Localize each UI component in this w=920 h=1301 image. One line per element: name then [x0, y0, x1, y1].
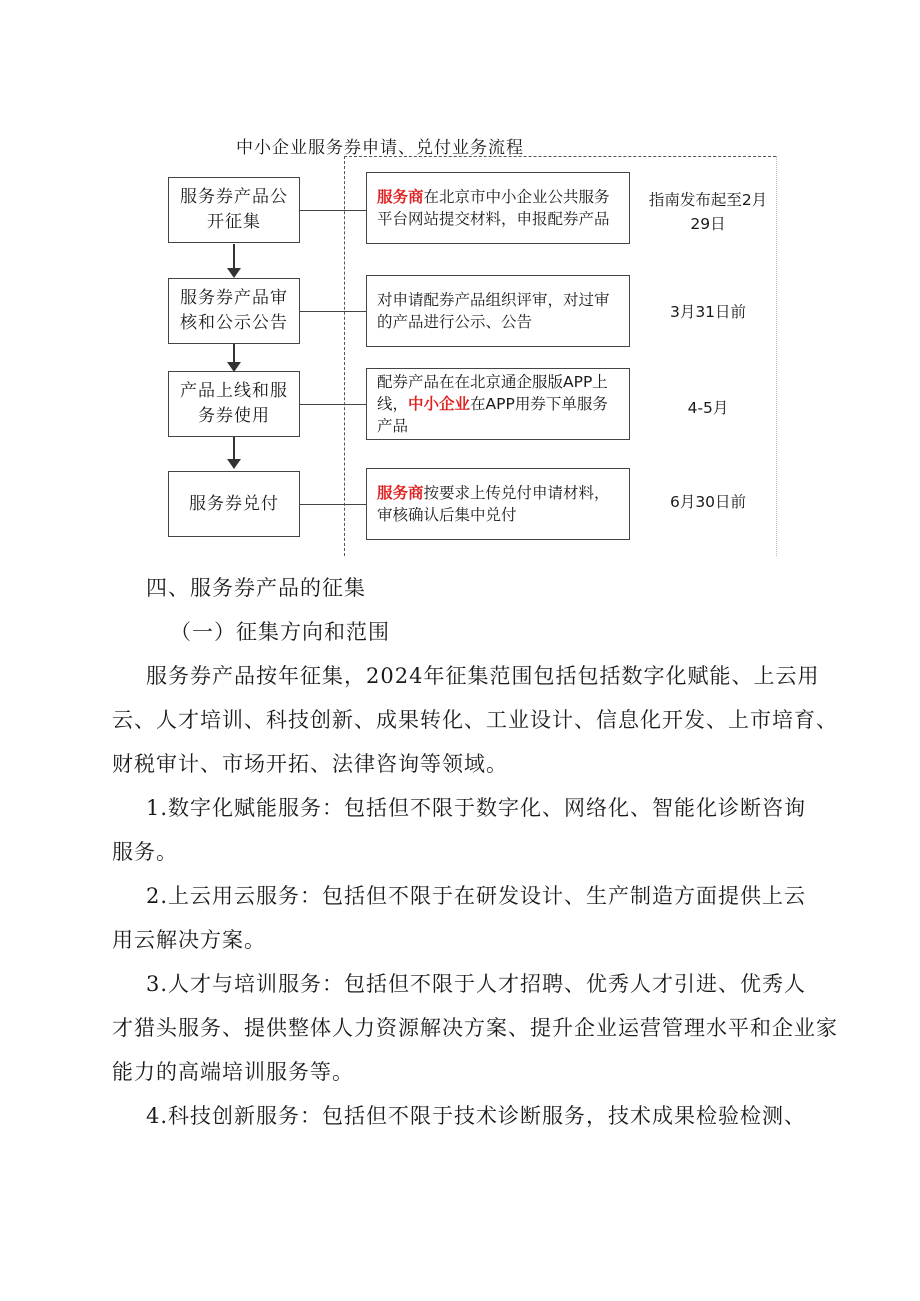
item-3-line-3: 能力的高端培训服务等。	[112, 1060, 354, 1084]
stage-box-2: 服务券产品审核和公示公告	[168, 278, 300, 344]
dotted-border-right	[776, 156, 777, 556]
connector-line-4	[300, 504, 366, 505]
stage-box-3: 产品上线和服务券使用	[168, 371, 300, 437]
desc-1-after: 在北京市中小企业公共服务平台网站提交材料，申报配券产品	[377, 188, 610, 228]
section-heading: 四、服务券产品的征集	[146, 576, 366, 600]
connector-line-3	[300, 404, 366, 405]
desc-1-highlight: 服务商	[377, 188, 424, 206]
item-3-line-2: 才猎头服务、提供整体人力资源解决方案、提升企业运营管理水平和企业家	[112, 1016, 838, 1040]
flowchart-title: 中小企业服务券申请、兑付业务流程	[236, 138, 524, 158]
item-1-line-1: 1.数字化赋能服务：包括但不限于数字化、网络化、智能化诊断咨询	[146, 796, 807, 820]
down-arrow-3	[227, 437, 241, 469]
desc-2-before: 对申请配券产品组织评审，对过审的产品进行公示、公告	[377, 291, 610, 331]
stage-box-4: 服务券兑付	[168, 471, 300, 537]
intro-line-3: 财税审计、市场开拓、法律咨询等领域。	[112, 752, 508, 776]
stage-box-1: 服务券产品公开征集	[168, 177, 300, 243]
connector-line-2	[300, 311, 366, 312]
desc-box-1	[366, 172, 630, 244]
down-arrow-1	[227, 244, 241, 278]
connector-line-1	[300, 210, 366, 211]
desc-3-before: 配券产品在在北京通企服版APP上线，	[377, 373, 608, 413]
dashed-border-top	[344, 156, 776, 157]
desc-3-after: 在APP用券下单服务产品	[377, 395, 608, 435]
desc-box-4	[366, 468, 630, 540]
intro-line-1: 服务券产品按年征集，2024年征集范围包括包括数字化赋能、上云用	[146, 664, 820, 688]
process-flowchart	[0, 0, 920, 560]
desc-box-3	[366, 368, 630, 440]
section-subheading: （一）征集方向和范围	[170, 620, 390, 644]
item-4-line-1: 4.科技创新服务：包括但不限于技术诊断服务，技术成果检验检测、	[146, 1104, 807, 1128]
desc-4-highlight: 服务商	[377, 484, 424, 502]
down-arrow-2	[227, 344, 241, 372]
desc-4-after: 按要求上传兑付申请材料，审核确认后集中兑付	[377, 484, 610, 524]
desc-3-highlight: 中小企业	[408, 395, 471, 413]
item-3-line-1: 3.人才与培训服务：包括但不限于人才招聘、优秀人才引进、优秀人	[146, 972, 807, 996]
date-2: 3月31日前	[669, 303, 747, 321]
desc-box-2	[366, 275, 630, 347]
item-2-line-1: 2.上云用云服务：包括但不限于在研发设计、生产制造方面提供上云	[146, 884, 807, 908]
document-body	[112, 566, 876, 1138]
item-2-line-2: 用云解决方案。	[112, 928, 266, 952]
item-1-line-2: 服务。	[112, 840, 178, 864]
date-3: 4-5月	[687, 399, 729, 417]
intro-line-2: 云、人才培训、科技创新、成果转化、工业设计、信息化开发、上市培育、	[112, 708, 838, 732]
dashed-border-left	[344, 156, 345, 556]
date-1: 指南发布起至2月29日	[648, 191, 768, 233]
date-4: 6月30日前	[669, 493, 747, 511]
